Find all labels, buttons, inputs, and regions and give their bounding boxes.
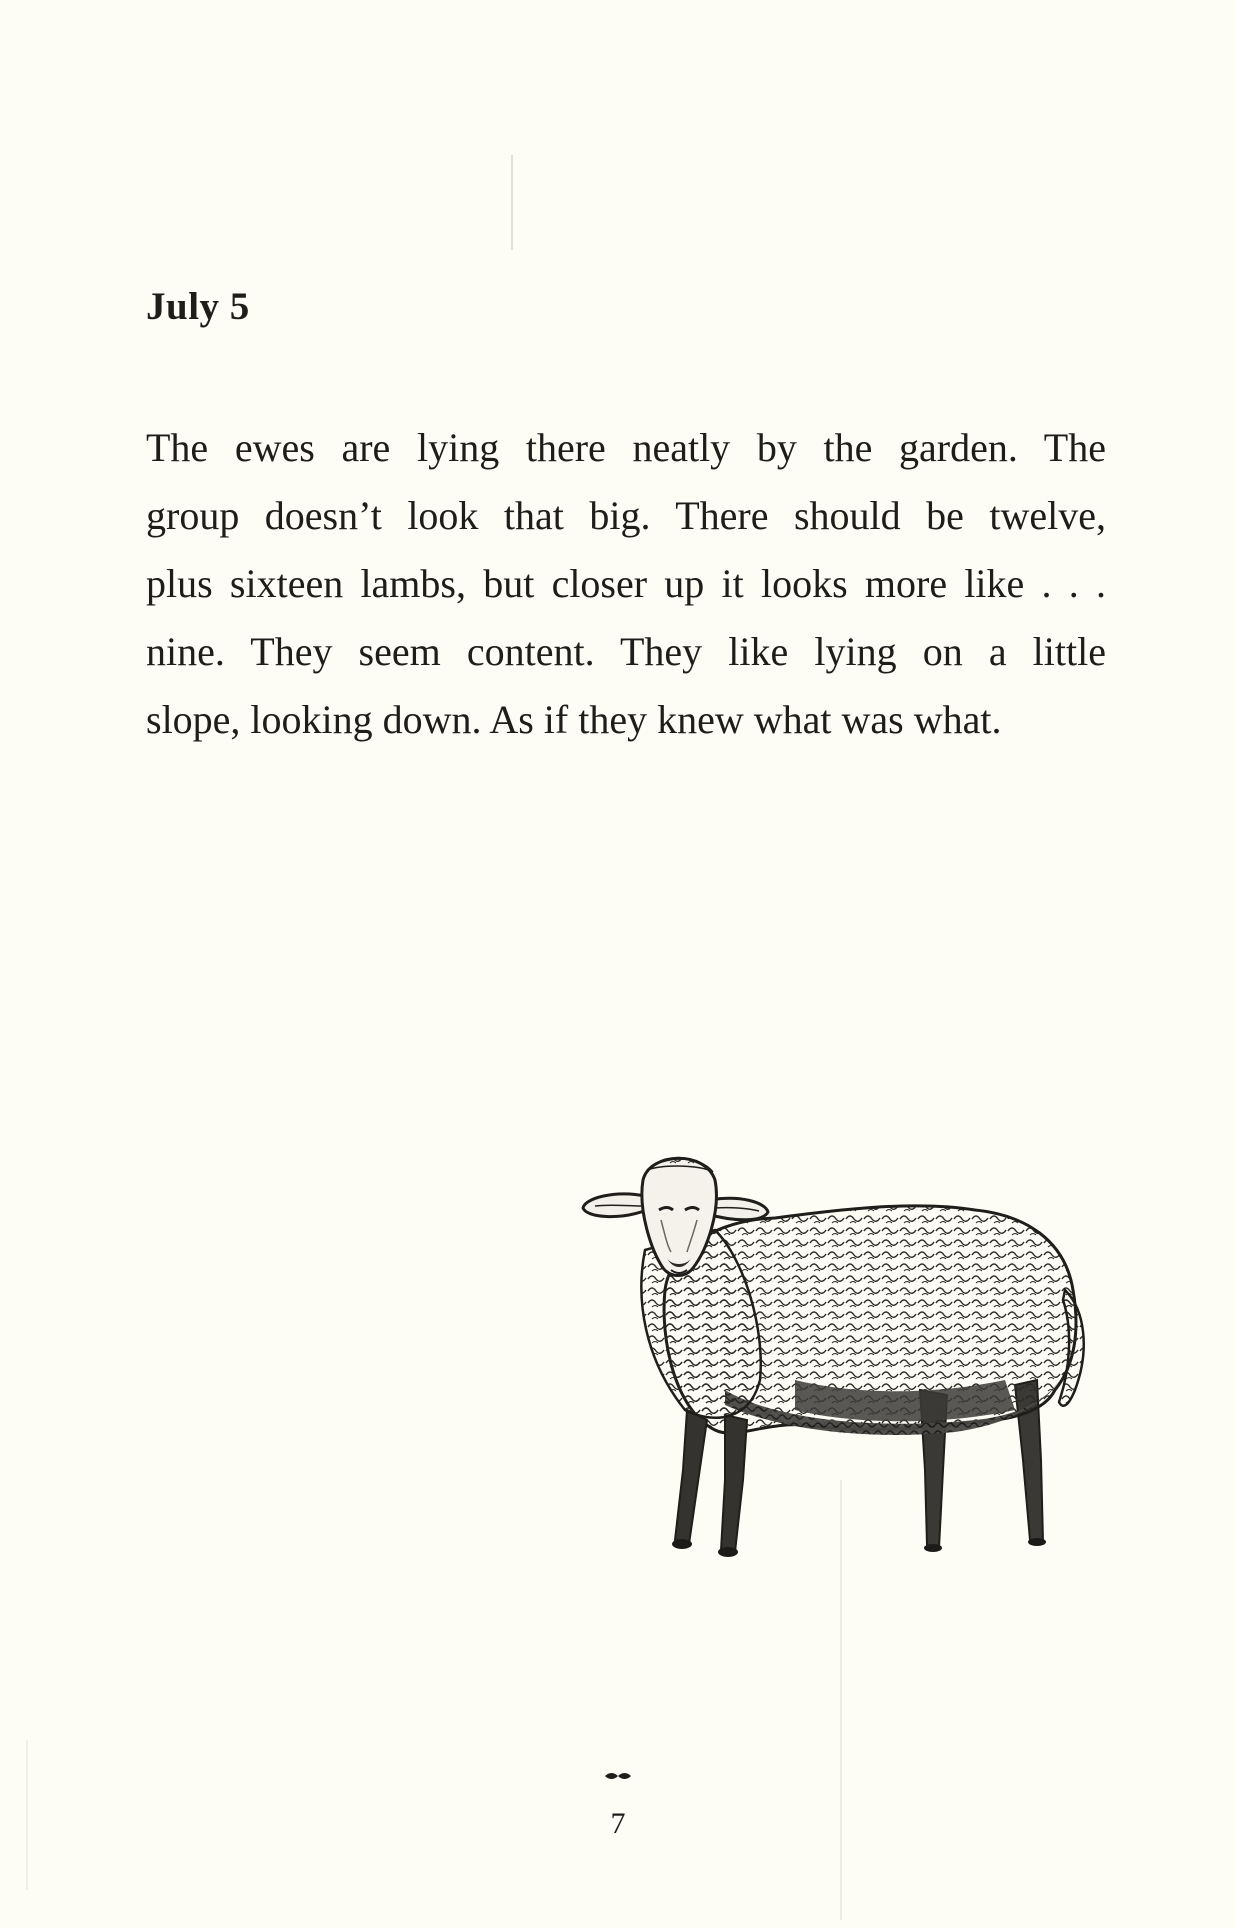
page-number: 7 (610, 1807, 626, 1840)
scan-artifact-line (26, 1740, 28, 1890)
paragraph-line: plus sixteen lambs, but closer up it looks more like . . . (146, 561, 1106, 606)
paragraph-line: group doesn’t look that big. There should be twelve, (146, 493, 1106, 538)
paragraph-line: The ewes are lying there neatly by the garden. The (146, 425, 1106, 470)
paragraph-line: slope, looking down. As if they knew what was what. (146, 697, 1002, 742)
sheep-illustration (575, 1140, 1095, 1610)
entry-paragraph (146, 414, 1106, 754)
paragraph-line: nine. They seem content. They like lying on a little (146, 629, 1106, 674)
dot-ornament-icon (603, 1770, 633, 1782)
entry-date-heading: July 5 (146, 285, 250, 328)
scan-artifact-line (511, 155, 513, 250)
